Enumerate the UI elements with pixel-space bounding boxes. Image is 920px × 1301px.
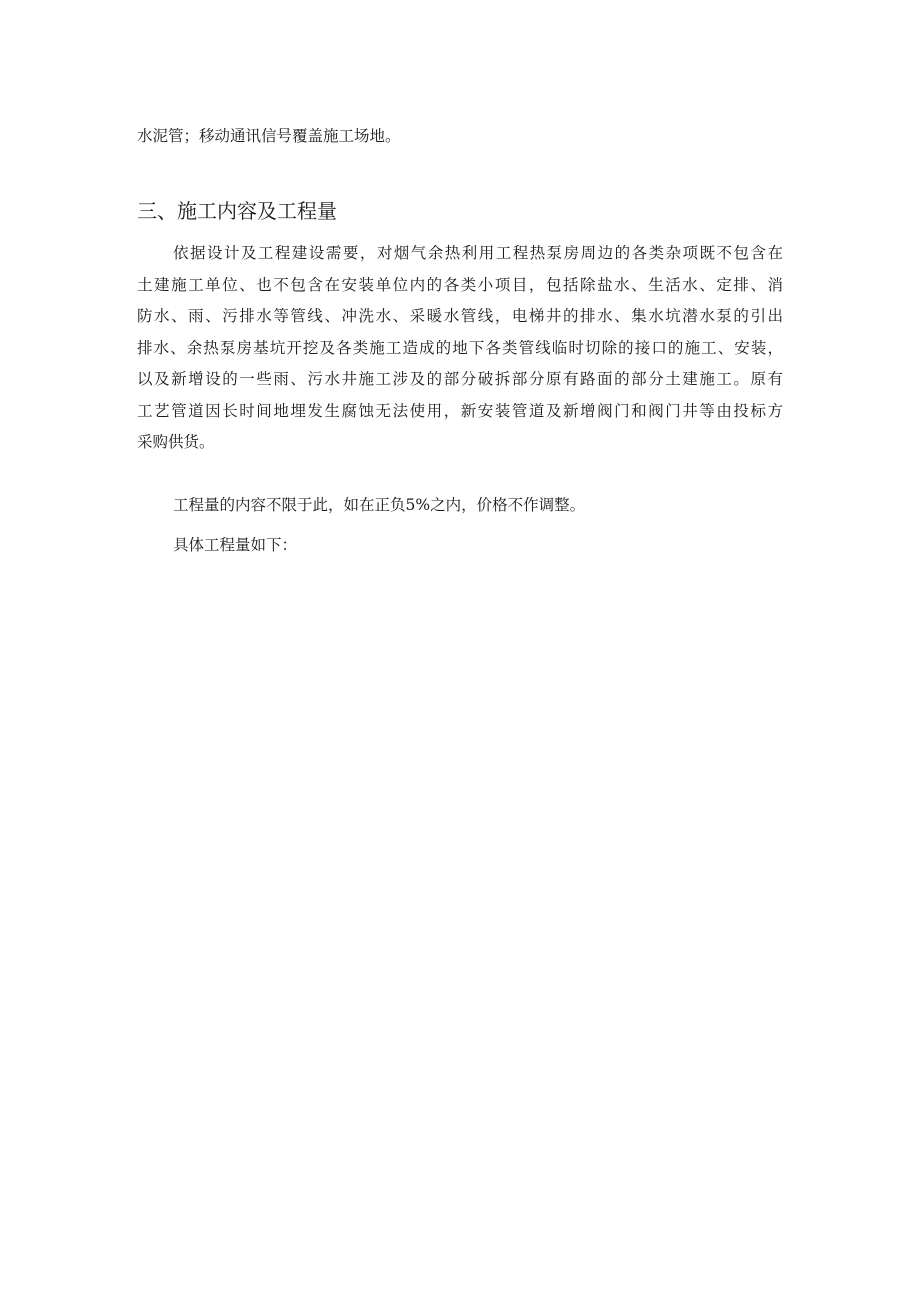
paragraph-line: 排水、余热泵房基坑开挖及各类施工造成的地下各类管线临时切除的接口的施工、安装， (137, 338, 783, 357)
paragraph-line: 以及新增设的一些雨、污水井施工涉及的部分破拆部分原有路面的部分土建施工。原有 (137, 370, 783, 388)
paragraph-line: 工程量的内容不限于此，如在正负5%之内，价格不作调整。 (173, 496, 586, 514)
paragraph-line: 具体工程量如下： (173, 536, 298, 554)
section-paragraph-2 (137, 490, 783, 522)
section-paragraph-1 (137, 238, 783, 459)
paragraph-line: 依据设计及工程建设需要，对烟气余热利用工程热泵房周边的各类杂项既不包含在 (173, 244, 783, 262)
section-heading: 三、施工内容及工程量 (137, 199, 337, 223)
paragraph-line: 土建施工单位、也不包含在安装单位内的各类小项目，包括除盐水、生活水、定排、消 (137, 275, 783, 294)
continuation-paragraph (137, 121, 783, 153)
paragraph-line: 防水、雨、污排水等管线、冲洗水、采暖水管线，电梯井的排水、集水坑潜水泵的引出 (137, 307, 783, 325)
continuation-line: 水泥管；移动通讯信号覆盖施工场地。 (137, 127, 401, 145)
paragraph-line: 工艺管道因长时间地埋发生腐蚀无法使用，新安装管道及新增阀门和阀门井等由投标方 (137, 401, 783, 420)
paragraph-line: 采购供货。 (137, 433, 215, 451)
section-paragraph-3 (137, 530, 783, 562)
